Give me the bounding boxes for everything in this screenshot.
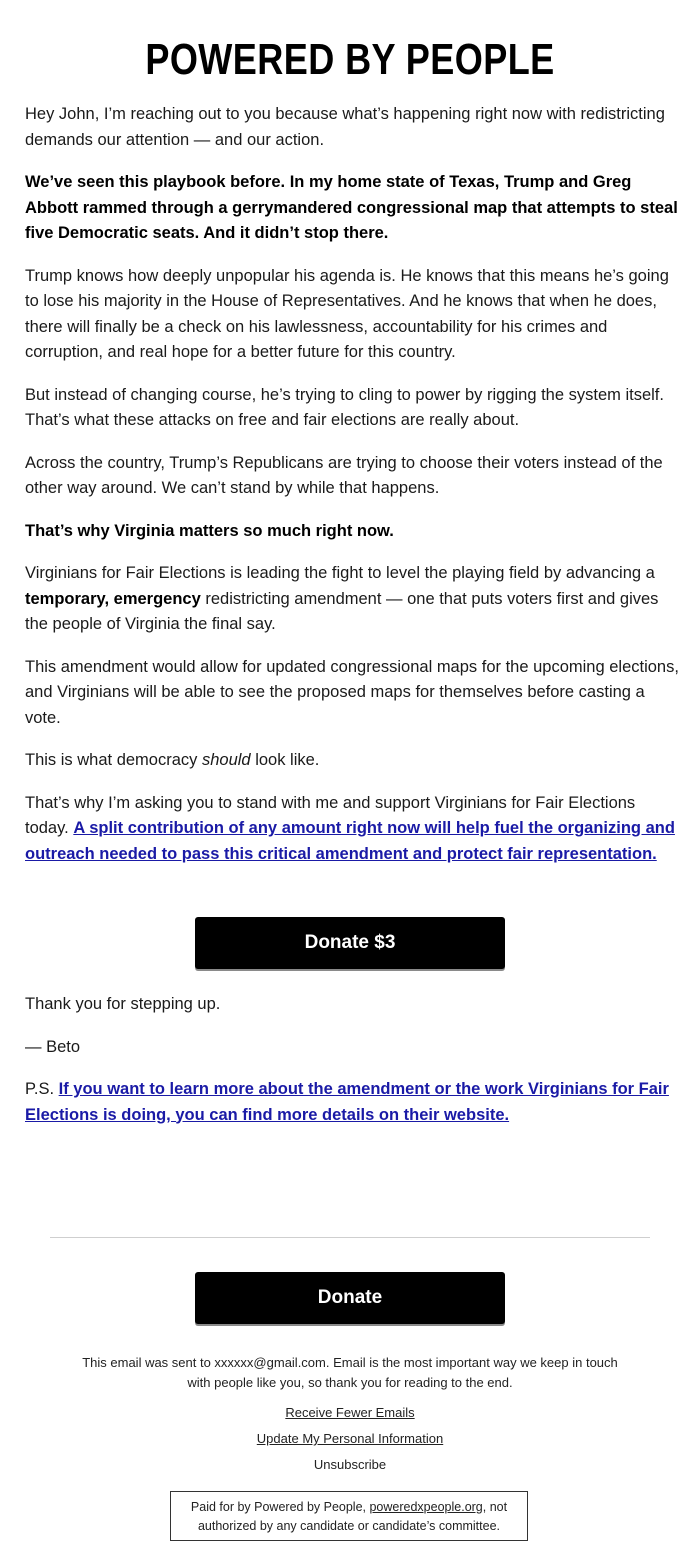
receive-fewer-emails-link[interactable]: Receive Fewer Emails xyxy=(285,1405,415,1420)
paragraph: Trump knows how deeply unpopular his agenda is. He knows that this means he’s going to lose his majority in the House of Representatives. And he knows that when he does, there will finally be a check on his lawlessness, accountability for his crimes and corruption, and real hope for a better future for this country. xyxy=(25,266,669,361)
email-closing xyxy=(25,992,680,1145)
brand-logo: POWERED BY PEOPLE xyxy=(145,35,555,84)
paragraph: This amendment would allow for updated congressional maps for the upcoming elections, and Virginians will be able to see the proposed maps for themselves before casting a vote. xyxy=(25,657,679,727)
footer-note: This email was sent to xxxxxx@gmail.com. Email is the most important way we keep in touch with people like you, so thank you for reading to the end. xyxy=(82,1355,618,1390)
donate-button[interactable]: Donate xyxy=(195,1272,505,1324)
paragraph: Across the country, Trump’s Republicans are trying to choose their voters instead of the other way around. We can’t stand by while that happens. xyxy=(25,453,663,497)
thanks-text: Thank you for stepping up. xyxy=(25,995,221,1013)
paragraph-amendment: Virginians for Fair Elections is leading the fight to level the playing field by advancing a temporary, emergency redistricting amendment — one that puts voters first and gives the people of Virginia the final say. xyxy=(25,564,659,633)
paragraph-democracy: This is what democracy should look like. xyxy=(25,751,320,769)
donate-3-button[interactable]: Donate $3 xyxy=(195,917,505,969)
unsubscribe-link[interactable]: Unsubscribe xyxy=(313,1457,387,1472)
paragraph-ask: That’s why I’m asking you to stand with me and support Virginians for Fair Elections today. A split contribution of any amount right now will help fuel the organizing and outreach needed to pass this critical amendment and protect fair representation. xyxy=(25,793,675,863)
ps-paragraph: P.S. If you want to learn more about the amendment or the work Virginians for Fair Elections is doing, you can find more details on their website. xyxy=(25,1080,669,1124)
signoff-text: — Beto xyxy=(25,1037,81,1056)
paragraph-bold-virginia: That’s why Virginia matters so much right now. xyxy=(25,521,394,540)
paid-for-disclaimer: Paid for by Powered by People, poweredxpeople.org, not authorized by any candidate or candidate’s committee. xyxy=(170,1491,528,1541)
site-link[interactable]: poweredxpeople.org xyxy=(369,1500,483,1514)
contribution-link[interactable]: A split contribution of any amount right now will help fuel the organizing and outreach needed to pass this critical amendment and protect fair representation. xyxy=(25,819,675,863)
email-body xyxy=(25,102,680,884)
paragraph-bold-intro: We’ve seen this playbook before. In my home state of Texas, Trump and Greg Abbott rammed through a gerrymandered congressional map that attempts to steal five Democratic seats. And it didn’t stop there. xyxy=(25,173,678,242)
website-link[interactable]: If you want to learn more about the amendment or the work Virginians for Fair Elections is doing, you can find more details on their website. xyxy=(25,1080,669,1124)
update-personal-info-link[interactable]: Update My Personal Information xyxy=(256,1431,444,1446)
divider xyxy=(50,1237,650,1238)
paragraph-greeting: Hey John, I’m reaching out to you because what’s happening right now with redistricting demands our attention — and our action. xyxy=(25,105,665,149)
paragraph: But instead of changing course, he’s trying to cling to power by rigging the system itself. That’s what these attacks on free and fair elections are really about. xyxy=(25,385,664,429)
